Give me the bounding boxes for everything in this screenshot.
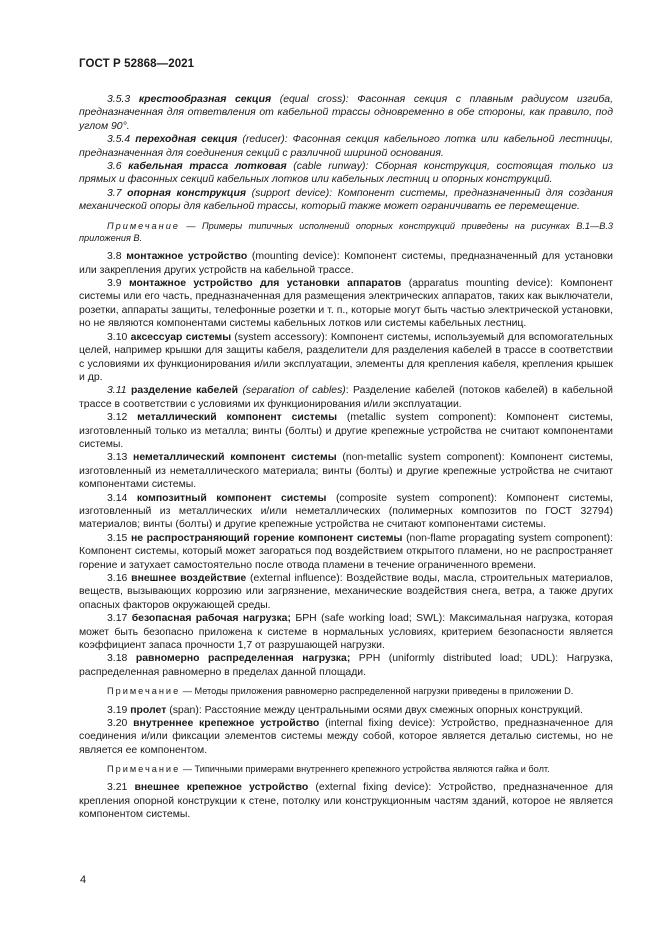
term-english: РРН (uniformly distributed load; UDL) — [350, 653, 556, 665]
clause-number: 3.8 — [107, 251, 122, 263]
definition-3-7 — [79, 187, 613, 214]
definition-text: : Расстояние между центральными осями двух смежных опорных конструкций. — [198, 704, 583, 716]
clause-number: 3.15 — [107, 532, 128, 544]
clause-number: 3.5.3 — [107, 94, 131, 105]
definition-text: : Компонент системы, предназначенный для установки или закрепления других устройств на кабельной трассе. — [79, 251, 614, 276]
definition-3-18 — [79, 652, 613, 679]
clause-number: 3.21 — [107, 782, 128, 794]
term-english: БРН (safe working load; SWL) — [290, 613, 443, 625]
term: опорная конструкция — [127, 187, 247, 199]
note-text: — Методы приложения равномерно распределенной нагрузки приведены в приложении D. — [180, 686, 574, 697]
clause-number: 3.9 — [107, 278, 122, 290]
definition-text: : Компонент системы, предназначенный для создания механической опоры для кабельной трассы, который также может ограничивать ее перемещение. — [79, 187, 613, 213]
clause-number: 3.12 — [107, 412, 128, 424]
definition-text: : Устройство, предназначенное для крепления опорной конструкции к стене, потолку или конструкционным частям зданий, которое не является компонентом системы. — [79, 782, 613, 821]
definition-3-19 — [79, 704, 613, 717]
term: аксессуар системы — [130, 331, 232, 343]
clause-number: 3.7 — [107, 187, 122, 199]
definition-text: : Компонент системы или его часть, предназначенная для размещения электрических аппаратов, таких как выключатели, розетки, аппараты защиты, телефонные розетки и т. п., которые могут быть частью электрической установки, но не являются компонентами системы кабельных лотков или системы кабельных лестниц. — [79, 278, 614, 330]
clause-number: 3.19 — [107, 704, 128, 716]
term: безопасная рабочая нагрузка; — [131, 613, 291, 625]
note-text: — Примеры типичных исполнений опорных конструкций приведены на рисунках В.1—В.3 приложения В. — [79, 220, 613, 243]
definition-3-10 — [79, 331, 613, 385]
term-english: (equal cross) — [271, 94, 346, 105]
clause-number: 3.10 — [107, 331, 128, 343]
term-english: (external fixing device) — [308, 782, 429, 794]
clause-number: 3.13 — [107, 452, 128, 464]
clause-number: 3.20 — [107, 717, 128, 729]
term: внешнее крепежное устройство — [134, 782, 309, 794]
term-english: (cable runway) — [286, 161, 366, 173]
term: равномерно распределенная нагрузка; — [135, 653, 351, 665]
definition-3-15 — [79, 532, 613, 572]
definition-3-5-3 — [79, 93, 613, 133]
definition-3-17 — [79, 612, 613, 652]
definition-3-6 — [79, 160, 613, 187]
term-english: (apparatus mounting device) — [401, 278, 551, 290]
note-label: Примечание — [107, 220, 180, 231]
term: кабельная трасса лотковая — [128, 161, 287, 173]
term: металлический компонент системы — [137, 412, 338, 424]
note-label: Примечание — [107, 686, 181, 697]
clause-number: 3.6 — [107, 161, 122, 173]
term: не распространяющий горение компонент системы — [130, 532, 403, 544]
clause-number: 3.5.4 — [107, 134, 131, 146]
clause-number: 3.11 — [107, 385, 127, 397]
definition-3-12 — [79, 411, 613, 451]
document-header: ГОСТ Р 52868—2021 — [79, 58, 195, 70]
term-english: (internal fixing device) — [319, 717, 433, 729]
definition-text: : Фасонная секция кабельного лотка или кабельной лестницы, предназначенная для соединения секций с различной шириной основания. — [79, 134, 613, 159]
term-english: (non-metallic system component) — [336, 452, 502, 464]
definition-text: : Сборная конструкция, состоящая только из прямых и фасонных секций кабельных лотков или кабельных лестниц и опорных конструкций. — [79, 161, 613, 186]
term: монтажное устройство для установки аппаратов — [128, 278, 402, 290]
note-label: Примечание — [107, 764, 181, 775]
definition-text: : Компонент системы, изготовленный из неметаллического материала; винты (болты) и другие крепежные устройства не считают компонентами системы. — [79, 452, 614, 491]
definition-3-13 — [79, 451, 613, 491]
definition-3-20 — [79, 717, 613, 757]
definition-3-11 — [79, 384, 613, 411]
term: пролет — [130, 704, 167, 716]
definition-3-9 — [79, 277, 613, 331]
note — [79, 685, 613, 697]
term-english: (external influence) — [246, 573, 340, 584]
note — [79, 220, 613, 245]
term: неметаллический компонент системы — [133, 452, 337, 464]
definition-3-14 — [79, 492, 613, 532]
term-english: (system accessory) — [231, 331, 325, 343]
term-english: (separation of cables) — [238, 385, 346, 397]
definition-text: : Компонент системы, изготовленный из металлических и/или неметаллических (полимерных композитов по ГОСТ 32794) материалов; винты (болты) и другие крепежные устройства не считают компонентами системы. — [79, 492, 613, 531]
definition-text: : Фасонная секция с плавным радиусом изгиба, предназначенная для ответвления от кабельной трассы одновременно в обе стороны, как правило, под углом 90°. — [79, 94, 614, 132]
term: разделение кабелей — [130, 385, 239, 397]
clause-number: 3.18 — [107, 653, 128, 665]
term: переходная секция — [135, 134, 238, 146]
definition-text: : Компонент системы, изготовленный только из металла; винты (болты) и другие крепежные устройства не считают компонентами системы. — [79, 412, 614, 450]
note — [79, 763, 613, 775]
definition-text: : Компонент системы, который может загораться под воздействием открытого пламени, но не распространяет горение и затухает самостоятельно после отвода пламени в течение ограниченного времени. — [79, 532, 614, 571]
term: композитный компонент системы — [136, 492, 327, 504]
definition-3-21 — [79, 781, 613, 821]
note-text: — Типичными примерами внутреннего крепежного устройства являются гайка и болт. — [180, 764, 550, 775]
definition-3-8 — [79, 250, 613, 277]
definition-3-5-4 — [79, 133, 613, 160]
term: крестообразная секция — [138, 94, 272, 105]
term: внешнее воздействие — [131, 573, 247, 584]
definition-text: : Максимальная нагрузка, которая может быть безопасно приложена к системе в нормальных условиях, критерием безопасности является коэффициент запаса прочности 1,7 от разрушающей нагрузки. — [79, 613, 613, 652]
term: внутреннее крепежное устройство — [133, 717, 320, 729]
term-english: (mounting device) — [247, 251, 337, 263]
definition-text: : Нагрузка, распределенная равномерно в пределах данной площади. — [79, 653, 613, 678]
term-english: (non-flame propagating system component) — [402, 532, 611, 544]
clause-number: 3.14 — [107, 492, 128, 504]
term-english: (metallic system component) — [337, 412, 494, 424]
page-number: 4 — [80, 874, 87, 886]
clause-number: 3.16 — [107, 573, 128, 584]
definition-text: : Компонент системы, используемый для вспомогательных целей, например крышки для защиты кабеля, разделители для разделения кабелей в трассе в соответствии с условиями их функционирования и/или эксплуатации, элементы для крепления кабеля, крепления крышек и др. — [79, 331, 614, 383]
term-english: (span) — [166, 704, 199, 716]
definition-text: : Устройство, предназначенное для соединения и/или фиксации элементов системы между собой, которое является деталью системы, но не является ее компонентом. — [79, 717, 614, 756]
term-english: (support device) — [246, 187, 330, 199]
term-english: (reducer) — [237, 134, 285, 146]
definition-text: : Разделение кабелей (потоков кабелей) в кабельной трассе в соответствии с условиями их функционирования и/или эксплуатации. — [79, 385, 613, 410]
document-body — [79, 93, 613, 822]
term: монтажное устройство — [126, 251, 248, 263]
clause-number: 3.17 — [107, 613, 128, 625]
term-english: (composite system component) — [326, 492, 495, 504]
definition-3-16 — [79, 572, 613, 612]
definition-text: : Воздействие воды, масла, строительных материалов, веществ, вызывающих коррозию или загрязнение, механические воздействия снега, ветра, а также других опасных факторов окружающей среды. — [79, 573, 613, 611]
